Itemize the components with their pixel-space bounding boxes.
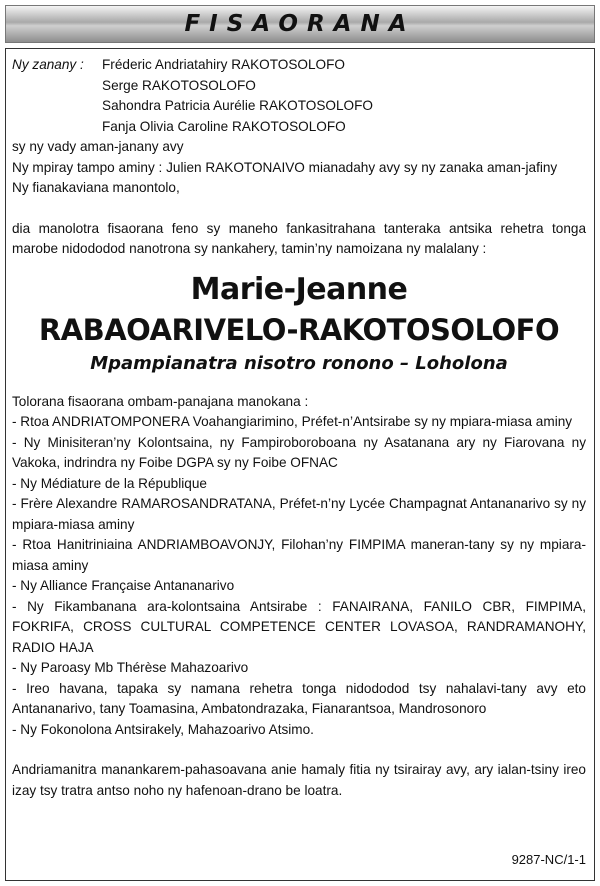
thanks-item: - Ireo havana, tapaka sy namana rehetra tonga nidododod tsy nahalavi-tany avy eto Antananarivo, tany Toamasina, Ambatondrazaka, Fianarantsoa, Mandrosonoro (12, 680, 586, 716)
thanks-item: - Ny Fikambanana ara-kolontsaina Antsirabe : FANAIRANA, FANILO CBR, FIMPIMA, FOKRIFA, CROSS CULTURAL COMPETENCE CENTER LOVASOA, RANDRAMANOHY, RADIO HAJA (12, 598, 586, 655)
children-line-1 (12, 55, 586, 76)
banner-title: FISAORANA (184, 11, 416, 37)
thanks-heading: Tolorana fisaorana ombam-panajana manokana : (12, 393, 309, 409)
child-name: Fréderic Andriatahiry RAKOTOSOLOFO (102, 57, 346, 72)
spouses-line: sy ny vady aman-janany avy (12, 139, 184, 154)
thanks-item: - Rtoa ANDRIATOMPONERA Voahangiarimino, Préfet-n’Antsirabe sy ny mpiara-miasa aminy (12, 414, 573, 429)
child-name: Fanja Olivia Caroline RAKOTOSOLOFO (102, 118, 346, 134)
thanks-item: - Frère Alexandre RAMAROSANDRATANA, Préfet-n’ny Lycée Champagnat Antananarivo sy ny mpiara-miasa aminy (12, 496, 586, 532)
thanks-item: - Ny Fokonolona Antsirakely, Mahazoarivo Atsimo. (12, 721, 314, 737)
deceased-first-name: Marie-Jeanne (190, 271, 408, 307)
closing-paragraph: Andriamanitra manankarem-pahasoavana anie hamaly fitia ny tsirairay avy, ary ialan-tsiny ireo izay tsy tratra antso noho ny hafenoan-drano be loatra. (12, 762, 586, 798)
announcement-body (12, 55, 586, 801)
thanks-item: - Ny Médiature de la République (12, 475, 207, 491)
sibling-line: Ny mpiray tampo aminy : Julien RAKOTONAIVO mianadahy avy sy ny zanaka aman-jafiny (12, 159, 558, 175)
child-name: Serge RAKOTOSOLOFO (102, 77, 256, 93)
extended-family-line: Ny fianakaviana manontolo, (12, 180, 180, 195)
thanks-item: - Ny Paroasy Mb Thérèse Mahazoarivo (12, 660, 249, 675)
deceased-subtitle: Mpampianatra nisotro ronono – Loholona (90, 352, 508, 374)
deceased-last-name: RABAOARIVELO-RAKOTOSOLOFO (38, 312, 560, 347)
intro-paragraph: dia manolotra fisaorana feno sy maneho fankasitrahana tanteraka antsika rehetra tonga marobe nidododod nanotrona sy nankahery, tamin’ny namoizana ny malalany : (12, 220, 586, 256)
children-label: Ny zanany : (12, 57, 84, 72)
child-name: Sahondra Patricia Aurélie RAKOTOSOLOFO (102, 98, 373, 113)
reference-code: 9287-NC/1-1 (511, 852, 586, 867)
thanks-item: - Rtoa Hanitriniaina ANDRIAMBOAVONJY, Filohan’ny FIMPIMA maneran-tany sy ny mpiara-miasa aminy (12, 537, 586, 573)
thanks-item: - Ny Alliance Française Antananarivo (12, 578, 235, 593)
thanks-item: - Ny Minisiteran’ny Kolontsaina, ny Fampiroboroboana ny Asatanana ary ny Fiarovana ny Vakoka, indrindra ny Foibe DGPA sy ny Foibe OFNAC (12, 434, 586, 470)
title-banner (5, 5, 595, 43)
